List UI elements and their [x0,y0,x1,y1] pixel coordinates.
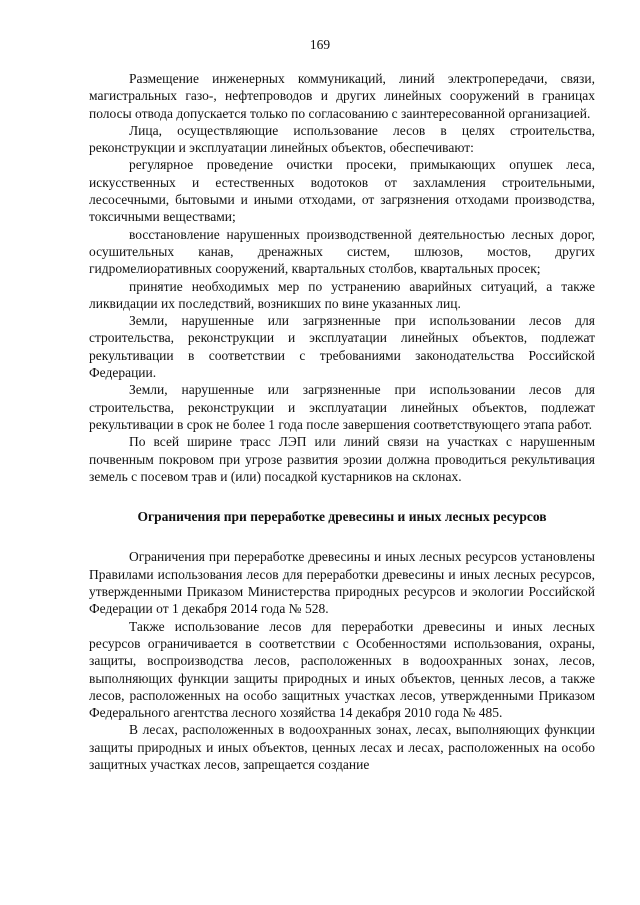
page-number: 169 [309,37,331,52]
paragraph: По всей ширине трасс ЛЭП или линий связи на участках с нарушенным почвенным покровом при угрозе развития эрозии должна проводиться рекультивация земель с посевом трав и (или) посадкой кустарников на склонах. [89,434,595,484]
paragraph: восстановление нарушенных производственной деятельностью лесных дорог, осушительных канав, дренажных систем, шлюзов, мостов, других гидромелиоративных сооружений, квартальных столбов, квартальных просек; [89,226,595,277]
section-heading: Ограничения при переработке древесины и иных лесных ресурсов [137,509,547,525]
paragraph: регулярное проведение очистки просеки, примыкающих опушек леса, искусственных и естественных водотоков от захламления строительными, лесосечными, бытовыми и иными отходами, от загрязнения отходами производства, токсичными веществами; [89,157,595,225]
paragraph: Также использование лесов для переработки древесины и иных лесных ресурсов ограничивается в соответствии с Особенностями использования, охраны, защиты, воспроизводства лесов, расположенных в водоохранных зонах, лесов, выполняющих функции защиты природных и иных объектов, ценных лесов, а также лесов, расположенных на особо защитных участках лесов, утвержденными Приказом Федерального агентства лесного хозяйства 14 декабря 2010 года № 485. [89,618,595,721]
paragraph: Земли, нарушенные или загрязненные при использовании лесов для строительства, реконструкции и эксплуатации линейных объектов, подлежат рекультивации в срок не более 1 года после завершения соответствующего этапа работ. [89,382,595,432]
document-body [89,70,595,773]
paragraph: Размещение инженерных коммуникаций, линий электропередачи, связи, магистральных газо-, нефтепроводов и других линейных сооружений в границах полосы отвода допускается только по согласованию с заинтересованной организацией. [89,71,595,121]
paragraph: принятие необходимых мер по устранению аварийных ситуаций, а также ликвидации их последствий, возникших по вине указанных лиц. [89,278,595,311]
paragraph: Земли, нарушенные или загрязненные при использовании лесов для строительства, реконструкции и эксплуатации линейных объектов, подлежат рекультивации в соответствии с требованиями законодательства Российской Федерации. [89,313,595,381]
paragraph: Ограничения при переработке древесины и иных лесных ресурсов установлены Правилами использования лесов для переработки древесины и иных лесных ресурсов, утвержденными Приказом Министерства природных ресурсов и экологии Российской Федерации от 1 декабря 2014 года № 528. [89,549,595,617]
paragraph: Лица, осуществляющие использование лесов в целях строительства, реконструкции и эксплуатации линейных объектов, обеспечивают: [89,122,595,156]
paragraph: В лесах, расположенных в водоохранных зонах, лесах, выполняющих функции защиты природных и иных объектов, ценных лесах и лесах, расположенных на особо защитных участках лесов, запрещается создание [89,722,595,772]
